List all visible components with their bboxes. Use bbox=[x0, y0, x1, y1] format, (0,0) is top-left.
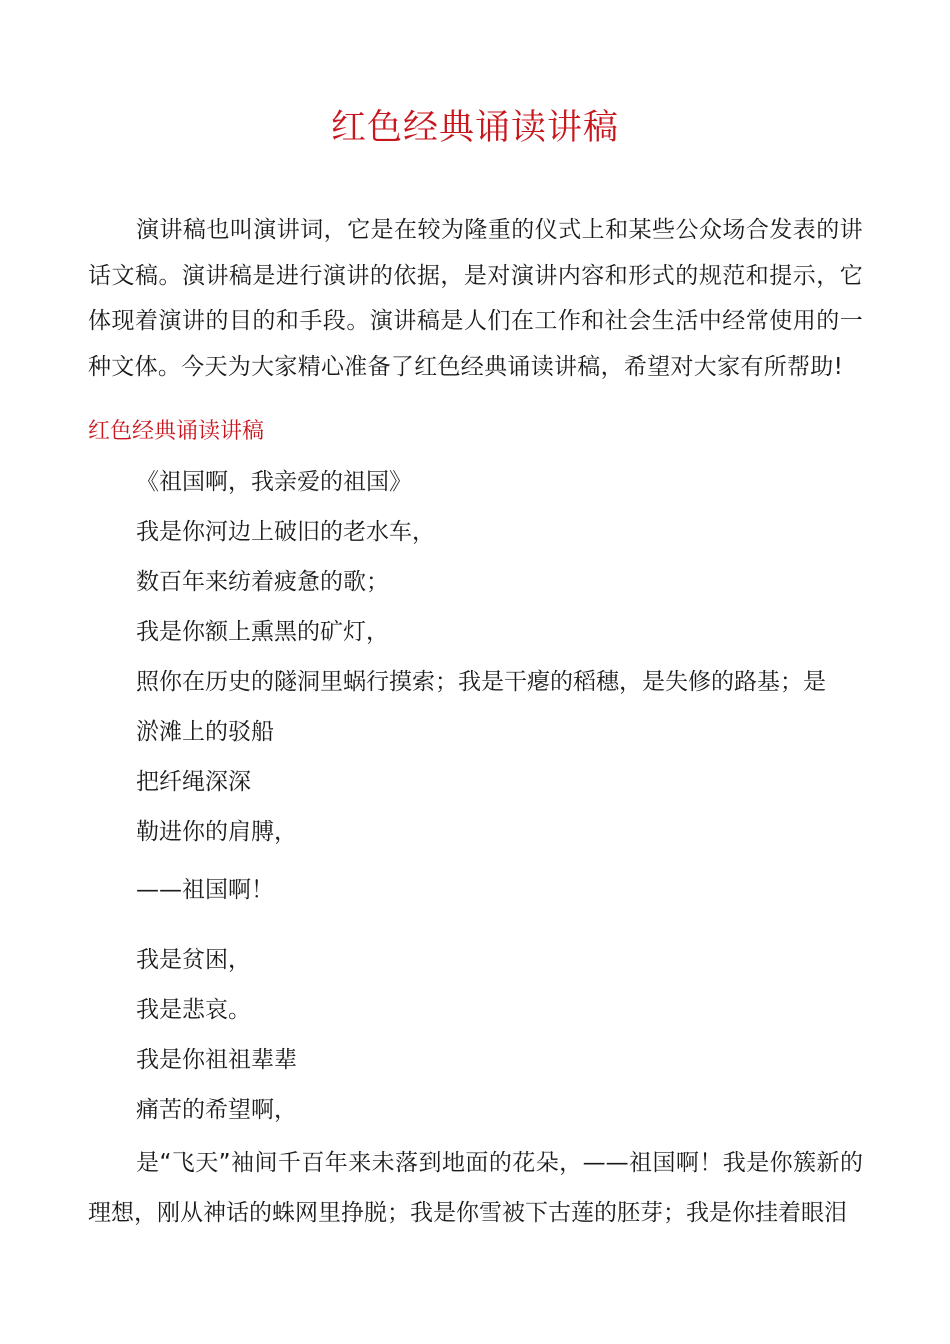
poem-line: 我是悲哀。 bbox=[136, 997, 251, 1023]
poem-line: 淤滩上的驳船 bbox=[136, 719, 274, 745]
poem-line: 我是你河边上破旧的老水车， bbox=[136, 519, 435, 545]
poem-line: ——祖国啊！ bbox=[136, 877, 274, 903]
intro-paragraph: 演讲稿也叫演讲词，它是在较为隆重的仪式上和某些公众场合发表的讲话文稿。演讲稿是进行演讲的依据，是对演讲内容和形式的规范和提示，它体现着演讲的目的和手段。演讲稿是人们在工作和社会生活中经常使用的一种文体。今天为大家精心准备了红色经典诵读讲稿，希望对大家有所帮助! bbox=[88, 217, 863, 380]
section-heading: 红色经典诵读讲稿 bbox=[88, 419, 265, 444]
poem-line: 把纤绳深深 bbox=[136, 769, 251, 795]
document-title: 红色经典诵读讲稿 bbox=[330, 108, 619, 148]
poem-line: 我是贫困， bbox=[136, 947, 251, 973]
poem-line: 照你在历史的隧洞里蜗行摸索；我是干瘪的稻穗，是失修的路基；是 bbox=[136, 669, 826, 695]
poem-line: 痛苦的希望啊， bbox=[136, 1097, 297, 1123]
poem-line: 我是你祖祖辈辈 bbox=[136, 1047, 297, 1073]
poem-line: 数百年来纺着疲惫的歌； bbox=[136, 569, 389, 595]
poem-line: 我是你额上熏黑的矿灯， bbox=[136, 619, 389, 645]
poem-title: 《祖国啊，我亲爱的祖国》 bbox=[136, 469, 412, 495]
final-paragraph: 是“飞天”袖间千百年来未落到地面的花朵，——祖国啊！我是你簇新的理想，刚从神话的蛛网里挣脱；我是你雪被下古莲的胚芽；我是你挂着眼泪 bbox=[88, 1150, 863, 1226]
poem-line: 勒进你的肩膊， bbox=[136, 819, 297, 845]
